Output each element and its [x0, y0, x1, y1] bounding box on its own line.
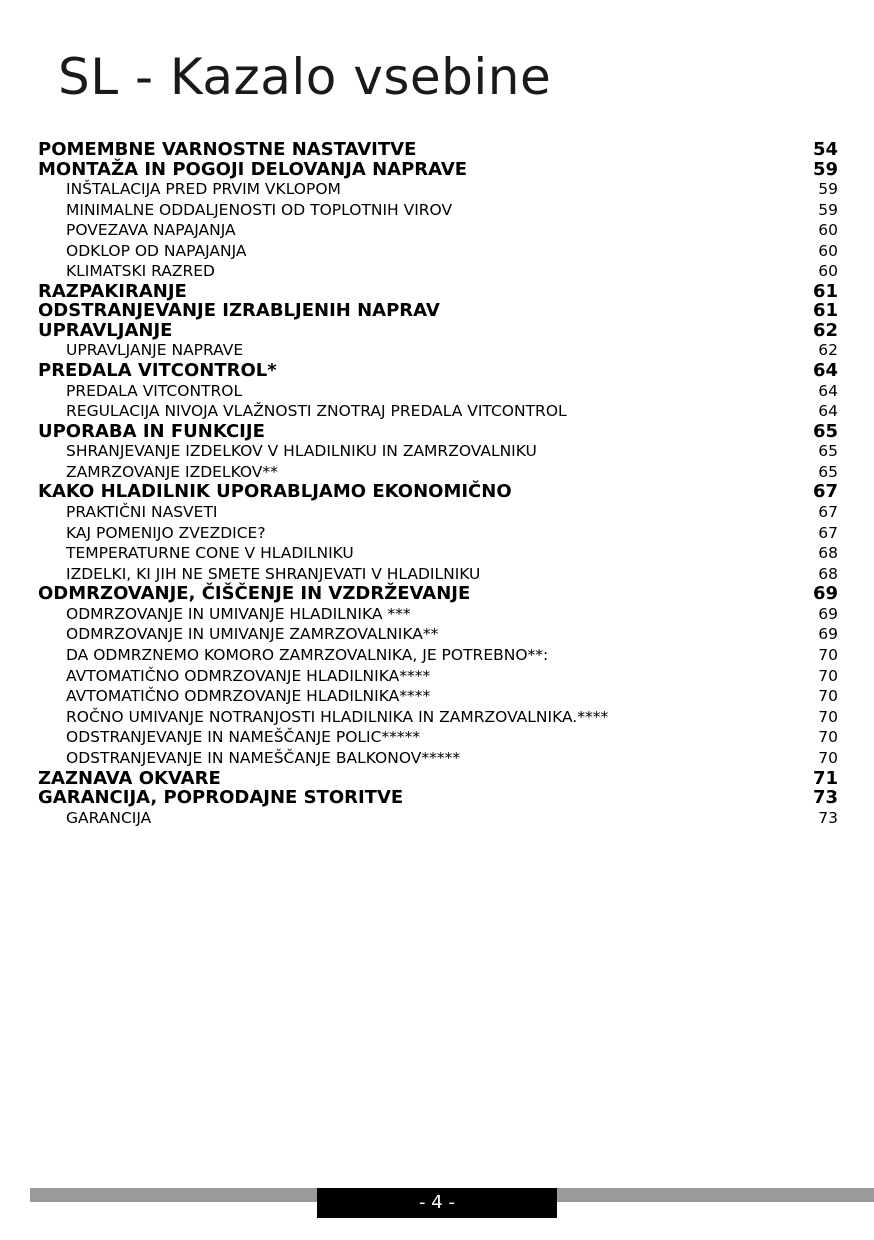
toc-entry-label: PREDALA VITCONTROL* — [38, 360, 277, 382]
toc-entry-label: AVTOMATIČNO ODMRZOVANJE HLADILNIKA**** — [66, 666, 431, 685]
page-title: SL - Kazalo vsebine — [58, 48, 552, 106]
toc-entry-label: UPRAVLJANJE — [38, 319, 173, 341]
toc-entry-label: PRAKTIČNI NASVETI — [66, 502, 218, 521]
toc-subsection[interactable] — [38, 808, 838, 829]
toc-entry-page: 69 — [812, 583, 838, 605]
toc-entry-page: 61 — [812, 300, 838, 322]
toc-subsection[interactable] — [38, 624, 838, 645]
toc-subsection[interactable] — [38, 340, 838, 361]
toc-subsection[interactable] — [38, 604, 838, 625]
toc-entry-label: ODSTRANJEVANJE IN NAMEŠČANJE BALKONOV***** — [66, 748, 461, 767]
toc-entry-page: 61 — [812, 280, 838, 302]
toc-entry-page: 65 — [812, 420, 838, 442]
toc-entry-label: REGULACIJA NIVOJA VLAŽNOSTI ZNOTRAJ PREDALA VITCONTROL — [66, 402, 567, 421]
toc-entry-label: ODKLOP OD NAPAJANJA — [66, 241, 247, 260]
toc-subsection[interactable] — [38, 401, 838, 422]
toc-entry-page: 71 — [812, 767, 838, 789]
toc-entry-label: RAZPAKIRANJE — [38, 280, 187, 302]
toc-entry-page: 69 — [818, 625, 838, 644]
toc-entry-page: 68 — [818, 544, 838, 563]
toc-entry-page: 70 — [818, 666, 838, 685]
toc-entry-page: 73 — [818, 808, 838, 827]
toc-entry-page: 68 — [818, 564, 838, 583]
toc-entry-page: 59 — [812, 158, 838, 180]
toc-subsection[interactable] — [38, 381, 838, 402]
toc-entry-label: ODMRZOVANJE, ČIŠČENJE IN VZDRŽEVANJE — [38, 583, 471, 605]
toc-subsection[interactable] — [38, 686, 838, 707]
toc-entry-label: POMEMBNE VARNOSTNE NASTAVITVE — [38, 139, 417, 160]
table-of-contents — [38, 140, 838, 828]
toc-entry-page: 67 — [812, 481, 838, 503]
toc-entry-page: 73 — [812, 787, 838, 809]
toc-entry-label: KAJ POMENIJO ZVEZDICE? — [66, 523, 266, 542]
toc-entry-label: AVTOMATIČNO ODMRZOVANJE HLADILNIKA**** — [66, 687, 431, 706]
toc-entry-label: ODSTRANJEVANJE IN NAMEŠČANJE POLIC***** — [66, 728, 421, 747]
toc-subsection[interactable] — [38, 707, 838, 728]
toc-section[interactable] — [38, 361, 838, 381]
toc-entry-page: 62 — [812, 319, 838, 341]
toc-entry-label: DA ODMRZNEMO KOMORO ZAMRZOVALNIKA, JE POTREBNO**: — [66, 646, 549, 664]
toc-entry-label: PREDALA VITCONTROL — [66, 381, 243, 400]
toc-entry-page: 65 — [818, 462, 838, 481]
toc-subsection[interactable] — [38, 564, 838, 585]
toc-entry-page: 62 — [818, 341, 838, 360]
toc-entry-page: 69 — [818, 604, 838, 623]
toc-subsection[interactable] — [38, 220, 838, 241]
toc-subsection[interactable] — [38, 523, 838, 544]
toc-entry-label: ODMRZOVANJE IN UMIVANJE ZAMRZOVALNIKA** — [66, 625, 439, 644]
toc-entry-page: 65 — [818, 442, 838, 461]
toc-entry-page: 64 — [812, 360, 838, 382]
page-number: - 4 - — [317, 1188, 557, 1218]
toc-entry-label: ODMRZOVANJE IN UMIVANJE HLADILNIKA *** — [66, 604, 411, 623]
toc-section[interactable] — [38, 282, 838, 302]
toc-entry-page: 60 — [818, 262, 838, 281]
toc-subsection[interactable] — [38, 241, 838, 262]
toc-entry-page: 67 — [818, 523, 838, 542]
toc-entry-page: 60 — [818, 221, 838, 240]
toc-entry-page: 70 — [818, 728, 838, 747]
toc-section[interactable] — [38, 140, 838, 160]
toc-entry-page: 70 — [818, 646, 838, 664]
toc-entry-label: ODSTRANJEVANJE IZRABLJENIH NAPRAV — [38, 300, 440, 322]
toc-section[interactable] — [38, 482, 838, 502]
toc-subsection[interactable] — [38, 200, 838, 221]
toc-entry-label: TEMPERATURNE CONE V HLADILNIKU — [66, 544, 354, 563]
toc-entry-label: KLIMATSKI RAZRED — [66, 262, 215, 281]
toc-section[interactable] — [38, 769, 838, 789]
toc-entry-label: ZAZNAVA OKVARE — [38, 767, 221, 789]
toc-entry-label: GARANCIJA — [66, 808, 152, 827]
toc-entry-label: IZDELKI, KI JIH NE SMETE SHRANJEVATI V HLADILNIKU — [66, 564, 481, 583]
toc-entry-page: 70 — [818, 707, 838, 726]
toc-entry-label: ZAMRZOVANJE IZDELKOV** — [66, 462, 278, 481]
toc-subsection[interactable] — [38, 727, 838, 748]
toc-subsection[interactable] — [38, 179, 838, 200]
toc-subsection[interactable] — [38, 666, 838, 687]
toc-subsection[interactable] — [38, 502, 838, 523]
toc-entry-label: MONTAŽA IN POGOJI DELOVANJA NAPRAVE — [38, 158, 468, 180]
toc-entry-label: MINIMALNE ODDALJENOSTI OD TOPLOTNIH VIROV — [66, 200, 453, 219]
toc-entry-label: INŠTALACIJA PRED PRVIM VKLOPOM — [66, 180, 341, 198]
toc-entry-page: 70 — [818, 748, 838, 767]
toc-section[interactable] — [38, 301, 838, 321]
toc-subsection[interactable] — [38, 462, 838, 483]
toc-entry-page: 54 — [812, 139, 838, 160]
toc-section[interactable] — [38, 160, 838, 180]
toc-entry-page: 70 — [818, 687, 838, 706]
toc-subsection[interactable] — [38, 543, 838, 564]
toc-entry-page: 64 — [818, 402, 838, 421]
toc-entry-label: UPORABA IN FUNKCIJE — [38, 420, 265, 442]
toc-section[interactable] — [38, 321, 838, 341]
toc-entry-label: POVEZAVA NAPAJANJA — [66, 221, 236, 240]
toc-subsection[interactable] — [38, 441, 838, 462]
toc-section[interactable] — [38, 788, 838, 808]
toc-entry-page: 60 — [818, 241, 838, 260]
toc-subsection[interactable] — [38, 261, 838, 282]
toc-entry-label: SHRANJEVANJE IZDELKOV V HLADILNIKU IN ZAMRZOVALNIKU — [66, 442, 537, 461]
toc-section[interactable] — [38, 422, 838, 442]
toc-entry-label: ROČNO UMIVANJE NOTRANJOSTI HLADILNIKA IN ZAMRZOVALNIKA.**** — [66, 707, 609, 726]
toc-entry-label: UPRAVLJANJE NAPRAVE — [66, 341, 244, 360]
toc-subsection[interactable] — [38, 748, 838, 769]
toc-entry-page: 59 — [818, 200, 838, 219]
toc-entry-page: 67 — [818, 502, 838, 521]
toc-entry-page: 64 — [818, 381, 838, 400]
toc-entry-label: GARANCIJA, POPRODAJNE STORITVE — [38, 787, 404, 809]
toc-section[interactable] — [38, 584, 838, 604]
toc-entry-page: 59 — [818, 180, 838, 198]
toc-subsection[interactable] — [38, 645, 838, 666]
toc-entry-label: KAKO HLADILNIK UPORABLJAMO EKONOMIČNO — [38, 481, 512, 503]
